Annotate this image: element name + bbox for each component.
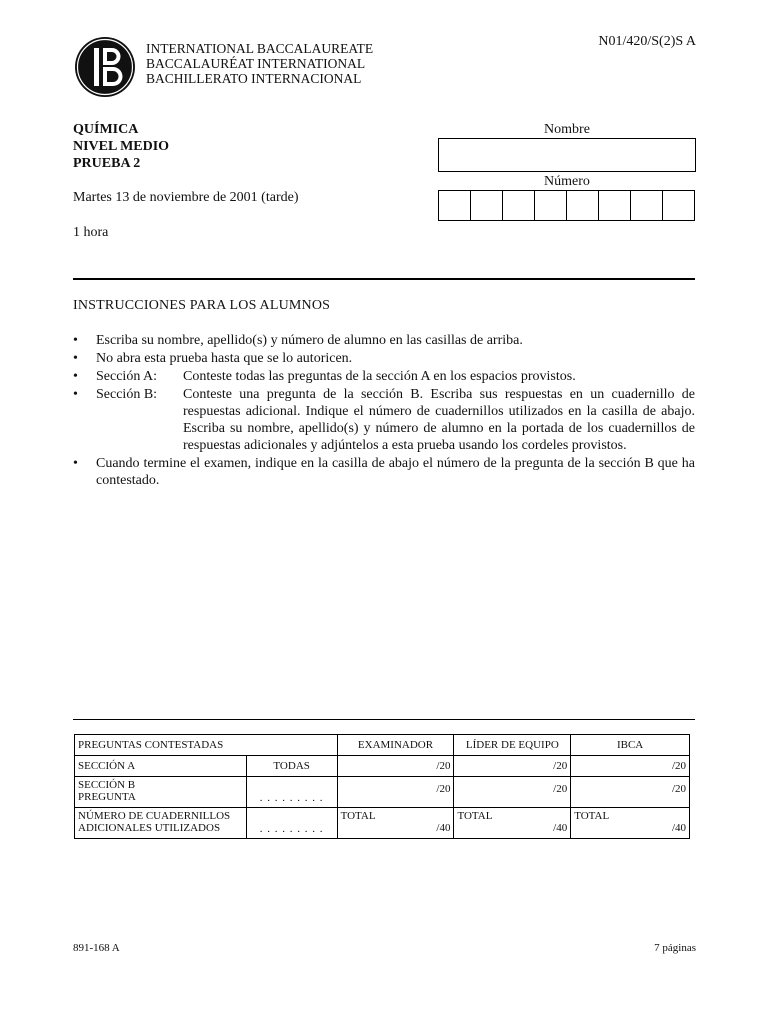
bullet: • [73, 333, 78, 348]
section-a-examiner-score[interactable]: /20 [337, 756, 454, 777]
section-b-examiner-score[interactable]: /20 [337, 777, 454, 808]
section-b-label [75, 777, 247, 808]
number-digit-box[interactable] [535, 191, 567, 220]
paper-title: PRUEBA 2 [73, 156, 141, 171]
leader-total[interactable] [454, 808, 571, 839]
section-a-leader-score[interactable]: /20 [454, 756, 571, 777]
bullet: • [73, 351, 78, 366]
header-divider [73, 278, 695, 280]
section-b-label-line2: PREGUNTA [78, 791, 136, 803]
section-a-value: TODAS [246, 756, 337, 777]
total-score: /40 [436, 822, 451, 834]
instruction-item [73, 368, 695, 385]
instruction-text: Conteste todas las preguntas de la sección A en los espacios provistos. [183, 369, 576, 384]
bullet: • [73, 369, 78, 384]
number-digit-box[interactable] [439, 191, 471, 220]
instruction-item [73, 386, 695, 454]
org-name-english: INTERNATIONAL BACCALAUREATE [146, 41, 374, 56]
exam-date: Martes 13 de noviembre de 2001 (tarde) [73, 190, 299, 205]
instructions-list [73, 332, 695, 489]
table-divider [73, 719, 695, 720]
number-digit-box[interactable] [663, 191, 694, 220]
total-score: /40 [553, 822, 568, 834]
marks-table [74, 734, 690, 839]
name-label: Nombre [544, 122, 590, 137]
instructions-title: INSTRUCCIONES PARA LOS ALUMNOS [73, 298, 331, 313]
number-digit-box[interactable] [599, 191, 631, 220]
bullet: • [73, 387, 78, 402]
section-b-ibca-score[interactable]: /20 [571, 777, 690, 808]
footer-code: 891-168 A [73, 942, 120, 954]
section-b-label-line1: SECCIÓN B [78, 779, 136, 791]
bullet: • [73, 456, 78, 471]
ibca-total[interactable] [571, 808, 690, 839]
total-score: /40 [671, 822, 686, 834]
section-b-leader-score[interactable]: /20 [454, 777, 571, 808]
header-questions-answered: PREGUNTAS CONTESTADAS [75, 735, 338, 756]
exam-duration: 1 hora [73, 225, 109, 240]
subject-title: QUÍMICA [73, 122, 139, 137]
name-field[interactable] [438, 138, 696, 172]
booklets-count-field[interactable]: . . . . . . . . . [246, 808, 337, 839]
instruction-text: Cuando termine el examen, indique en la casilla de abajo el número de la pregunta de la sección B que ha contestado. [96, 456, 695, 488]
total-label: TOTAL [340, 810, 376, 822]
exam-code: N01/420/S(2)S A [598, 34, 696, 49]
total-label: TOTAL [457, 810, 493, 822]
org-name-french: BACCALAURÉAT INTERNATIONAL [146, 56, 366, 71]
instruction-item [73, 350, 695, 367]
booklets-label-line2: ADICIONALES UTILIZADOS [78, 822, 221, 834]
header-ibca: IBCA [571, 735, 690, 756]
number-digit-box[interactable] [471, 191, 503, 220]
candidate-number-boxes[interactable] [438, 190, 695, 221]
number-digit-box[interactable] [503, 191, 535, 220]
section-b-question-field[interactable]: . . . . . . . . . [246, 777, 337, 808]
section-a-label: SECCIÓN A [75, 756, 247, 777]
examiner-total[interactable] [337, 808, 454, 839]
header-examiner: EXAMINADOR [337, 735, 454, 756]
ib-logo [74, 36, 136, 98]
booklets-label [75, 808, 247, 839]
number-digit-box[interactable] [631, 191, 663, 220]
instruction-text: No abra esta prueba hasta que se lo autoricen. [96, 351, 353, 366]
header-team-leader: LÍDER DE EQUIPO [454, 735, 571, 756]
section-a-ibca-score[interactable]: /20 [571, 756, 690, 777]
instruction-text: Conteste una pregunta de la sección B. Escriba sus respuestas en un cuadernillo de respuestas adicional. Indique el número de cuadernillos utilizados en la casilla de abajo. Escriba su nombre, apellido(s) y número de alumno en la portada de los cuadernillos de respuestas adicionales y adjúntelos a esta prueba usando los cordeles provistos. [183, 387, 695, 453]
instruction-item [73, 455, 695, 489]
number-label: Número [544, 174, 590, 189]
level-title: NIVEL MEDIO [73, 139, 170, 154]
booklets-label-line1: NÚMERO DE CUADERNILLOS [78, 810, 231, 822]
instruction-label: Sección B: [96, 387, 158, 402]
org-name-spanish: BACHILLERATO INTERNACIONAL [146, 71, 362, 86]
total-label: TOTAL [574, 810, 610, 822]
footer-page-count: 7 páginas [654, 942, 696, 954]
instruction-label: Sección A: [96, 369, 158, 384]
number-digit-box[interactable] [567, 191, 599, 220]
instruction-text: Escriba su nombre, apellido(s) y número de alumno en las casillas de arriba. [96, 333, 523, 348]
instruction-item [73, 332, 695, 349]
